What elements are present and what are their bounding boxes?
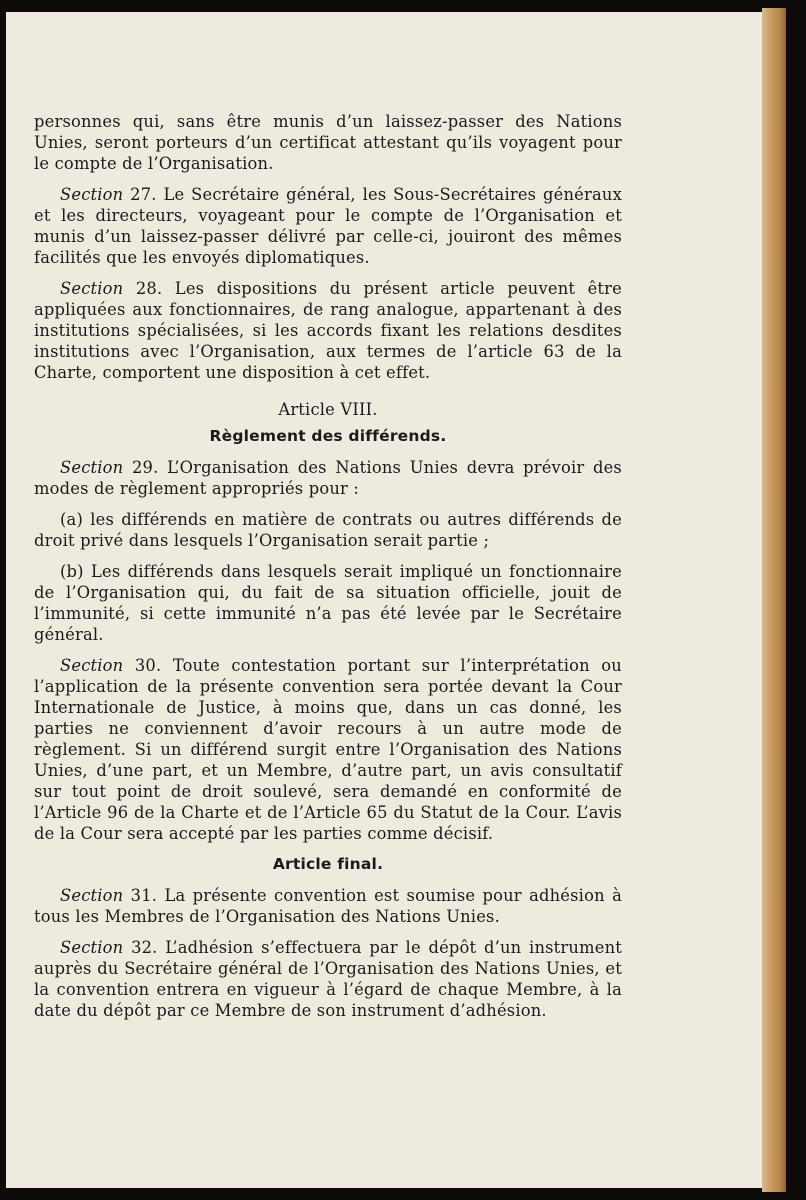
section-number: 32. bbox=[131, 938, 158, 957]
item-text: les différends en matière de contrats ou autres différends de droit privé dans lesquels l’Organisation serait partie ; bbox=[34, 510, 622, 550]
section-text: La présente convention est soumise pour adhésion à tous les Membres de l’Organisation des Nations Unies. bbox=[34, 886, 622, 926]
item-a bbox=[34, 509, 622, 551]
section-label: Section bbox=[60, 279, 124, 298]
article-viii-title: Article VIII. bbox=[278, 400, 378, 419]
section-text: L’adhésion s’effectuera par le dépôt d’un instrument auprès du Secrétaire général de l’Organisation des Nations Unies, et la convention entrera en vigueur à l’égard de chaque Membre, à la date du dépôt par ce Membre de son instrument d’adhésion. bbox=[34, 938, 622, 1020]
section-number: 28. bbox=[135, 279, 163, 298]
page-edge bbox=[762, 8, 786, 1192]
section-label: Section bbox=[60, 185, 124, 204]
section-label: Section bbox=[60, 458, 124, 477]
section-text: Les dispositions du présent article peuvent être appliquées aux fonctionnaires, de rang analogue, appartenant à des institutions spécialisées, si les accords fixant les relations desdites institutions avec l’Organisation, aux termes de l’article 63 de la Charte, comportent une disposition à cet effet. bbox=[34, 279, 622, 382]
section-text: L’Organisation des Nations Unies devra prévoir des modes de règlement appropriés pour : bbox=[34, 458, 622, 498]
item-b bbox=[34, 561, 622, 645]
paragraph-intro: personnes qui, sans être munis d’un laissez-passer des Nations Unies, seront porteurs d’un certificat attestant qu’ils voyagent pour le compte de l’Organisation. bbox=[34, 112, 622, 173]
section-text: Le Secrétaire général, les Sous-Secrétaires généraux et les directeurs, voyageant pour le compte de l’Organisation et munis d’un laissez-passer délivré par celle-ci, jouiront des mêmes facilités que les envoyés diplomatiques. bbox=[34, 185, 622, 267]
section-number: 29. bbox=[132, 458, 159, 477]
item-marker: (a) bbox=[60, 510, 84, 529]
section-number: 27. bbox=[130, 185, 157, 204]
section-28 bbox=[34, 278, 622, 383]
section-27 bbox=[34, 184, 622, 268]
section-30 bbox=[34, 655, 622, 844]
section-number: 30. bbox=[134, 656, 162, 675]
heading-reglement: Règlement des différends. bbox=[209, 427, 447, 445]
section-label: Section bbox=[60, 886, 124, 905]
section-text: Toute contestation portant sur l’interprétation ou l’application de la présente convention sera portée devant la Cour Internationale de Justice, à moins que, dans un cas donné, les parties ne conviennent d’avoir recours à un autre mode de règlement. Si un différend surgit entre l’Organisation des Nations Unies, d’une part, et un Membre, d’autre part, un avis consultatif sur tout point de droit soulevé, sera demandé en conformité de l’Article 96 de la Charte et de l’Article 65 du Statut de la Cour. L’avis de la Cour sera accepté par les parties comme décisif. bbox=[34, 656, 622, 843]
heading-article-final: Article final. bbox=[272, 855, 384, 873]
section-label: Section bbox=[60, 656, 124, 675]
document-text bbox=[34, 111, 622, 1031]
section-31 bbox=[34, 885, 622, 927]
item-marker: (b) bbox=[60, 562, 84, 581]
section-number: 31. bbox=[130, 886, 158, 905]
section-32 bbox=[34, 937, 622, 1021]
item-text: Les différends dans lesquels serait impliqué un fonctionnaire de l’Organisation qui, du fait de sa situation officielle, jouit de l’immunité, si cette immunité n’a pas été levée par le Secrétaire général. bbox=[34, 562, 622, 644]
section-label: Section bbox=[60, 938, 124, 957]
section-29 bbox=[34, 457, 622, 499]
